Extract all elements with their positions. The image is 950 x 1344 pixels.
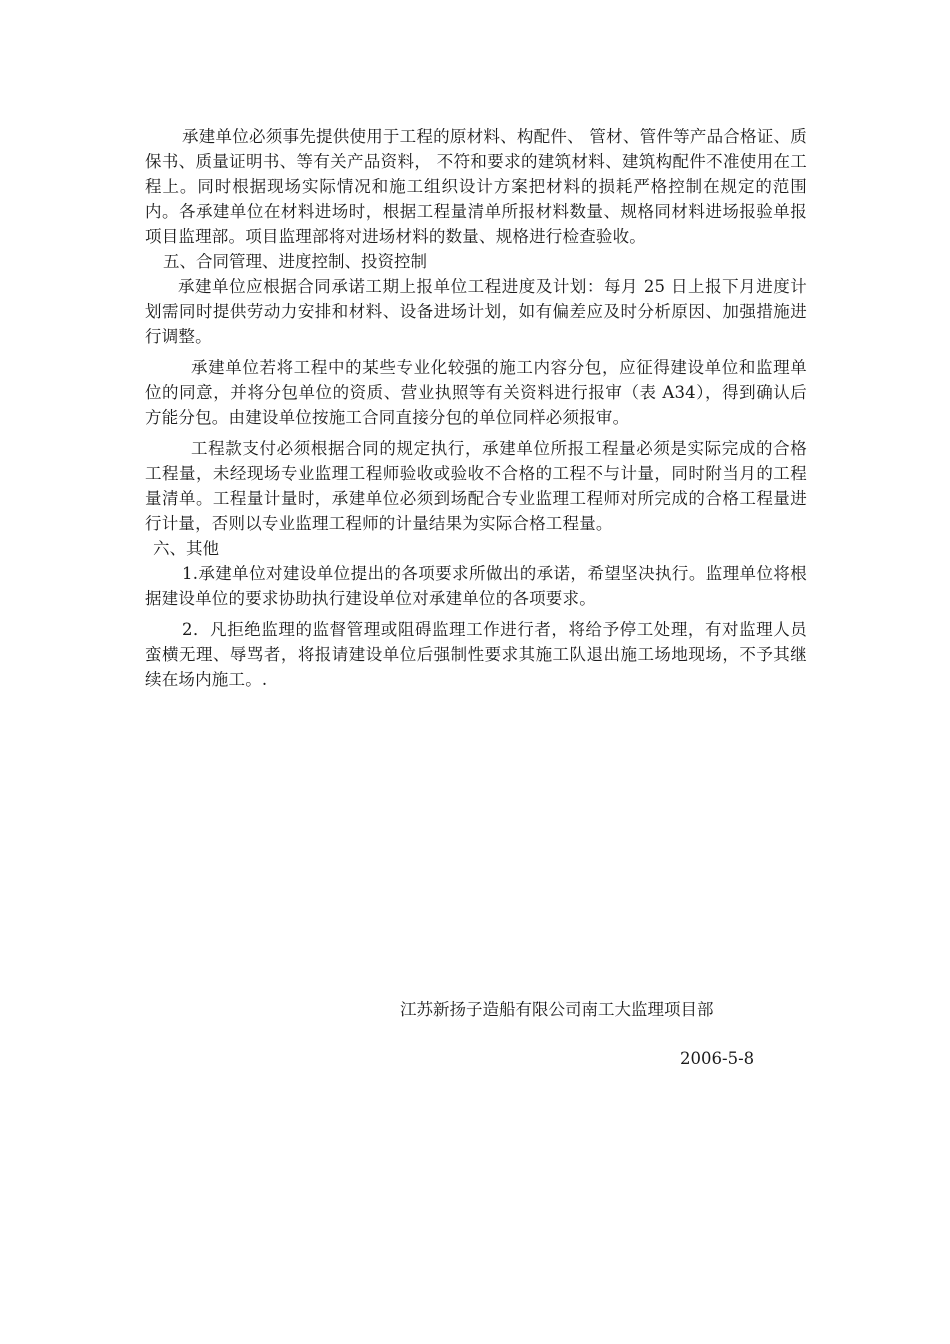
list-item-commitment: 1.承建单位对建设单位提出的各项要求所做出的承诺，希望坚决执行。监理单位将根据建设单位的要求协助执行建设单位对承建单位的各项要求。 [145,564,807,608]
section-heading-other: 六、其他 [153,539,219,558]
paragraph-materials: 承建单位必须事先提供使用于工程的原材料、构配件、 管材、管件等产品合格证、质保书、质量证明书、等有关产品资料， 不符和要求的建筑材料、建筑构配件不准使用在工程上。同时根据现场实际情况和施工组织设计方案把材料的损耗严格控制在规定的范围内。各承建单位在材料进场时，根据工程量清单所报材料数量、规格同材料进场报验单报项目监理部。项目监理部将对进场材料的数量、规格进行检查验收。 [145,127,807,246]
paragraph-schedule: 承建单位应根据合同承诺工期上报单位工程进度及计划：每月 25 日上报下月进度计划需同时提供劳动力安排和材料、设备进场计划，如有偏差应及时分析原因、加强措施进行调整。 [145,277,807,346]
paragraph-payment: 工程款支付必须根据合同的规定执行，承建单位所报工程量必须是实际完成的合格工程量，未经现场专业监理工程师验收或验收不合格的工程不与计量，同时附当月的工程量清单。工程量计量时，承建单位必须到场配合专业监理工程师对所完成的合格工程量进行计量，否则以专业监理工程师的计量结果为实际合格工程量。 [145,439,807,533]
signature-date: 2006-5-8 [680,1049,755,1068]
paragraph-subcontract: 承建单位若将工程中的某些专业化较强的施工内容分包，应征得建设单位和监理单位的同意，并将分包单位的资质、营业执照等有关资料进行报审（表 A34），得到确认后方能分包。由建设单位按施工合同直接分包的单位同样必须报审。 [145,358,807,427]
signature-organization: 江苏新扬子造船有限公司南工大监理项目部 [400,1000,714,1019]
document-body [145,124,807,692]
section-heading-contract: 五、合同管理、进度控制、投资控制 [163,252,427,271]
list-item-penalty: 2．凡拒绝监理的监督管理或阻碍监理工作进行者，将给予停工处理，有对监理人员蛮横无理、辱骂者，将报请建设单位后强制性要求其施工队退出施工场地现场，不予其继续在场内施工。. [145,620,807,689]
